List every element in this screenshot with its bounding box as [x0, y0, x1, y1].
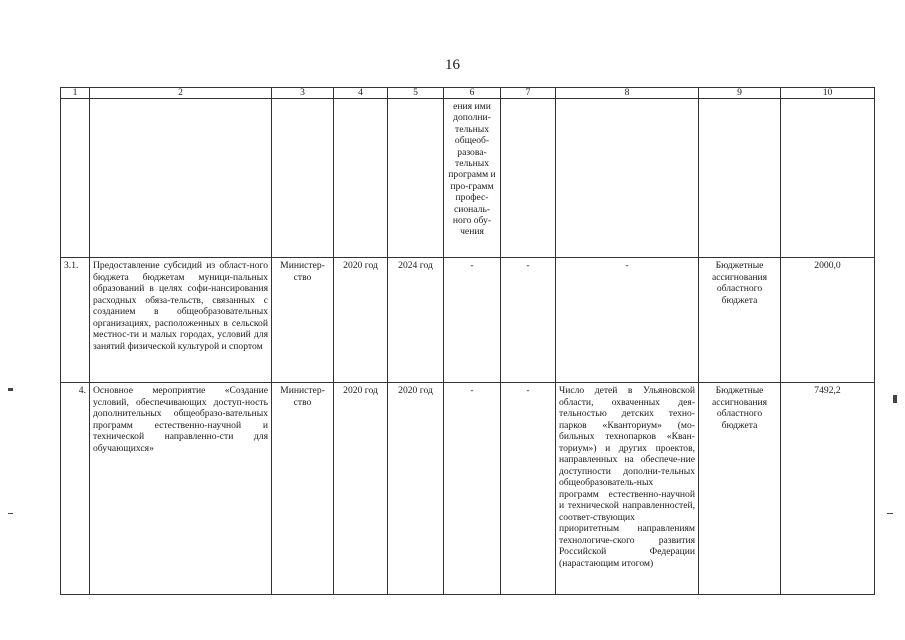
- indicator: -: [556, 258, 699, 383]
- table-cell: [501, 99, 556, 258]
- executor: Министер-ство: [272, 383, 334, 595]
- table-row: [61, 258, 875, 383]
- row-number: 3.1.: [61, 258, 90, 383]
- end-year: 2024 год: [388, 258, 444, 383]
- column-7-value: -: [501, 258, 556, 383]
- table-cell: [61, 99, 90, 258]
- end-year: 2020 год: [388, 383, 444, 595]
- column-number-4: 4: [334, 88, 388, 99]
- table-cell: [388, 99, 444, 258]
- column-number-8: 8: [556, 88, 699, 99]
- column-number-6: 6: [444, 88, 501, 99]
- table-header-row: [61, 88, 875, 99]
- column-number-1: 1: [61, 88, 90, 99]
- page-number: 16: [445, 57, 460, 73]
- column-number-2: 2: [90, 88, 272, 99]
- scan-margin-mark: [8, 513, 13, 514]
- table-cell: [334, 99, 388, 258]
- column-number-3: 3: [272, 88, 334, 99]
- table-cell: [556, 99, 699, 258]
- start-year: 2020 год: [334, 258, 388, 383]
- table-cell: [699, 99, 781, 258]
- table-row: [61, 383, 875, 595]
- column-6-value: -: [444, 258, 501, 383]
- table-cell: [781, 99, 875, 258]
- scan-margin-mark: [887, 513, 893, 514]
- column-7-value: -: [501, 383, 556, 595]
- table-cell: [272, 99, 334, 258]
- program-activities-table: [60, 87, 875, 595]
- table-cell: [90, 99, 272, 258]
- funding-amount: 2000,0: [781, 258, 875, 383]
- row-number: 4.: [61, 383, 90, 595]
- column-6-value: -: [444, 383, 501, 595]
- scan-margin-mark: [893, 395, 897, 403]
- funding-source: Бюджетные ассигнования областного бюджета: [699, 258, 781, 383]
- column-number-10: 10: [781, 88, 875, 99]
- activity-name: Предоставление субсидий из област-ного бюджета бюджетам муници-пальных образований в целях софи-нансирования расходных обяза-тельств, связанных с созданием в общеобразовательных организациях, расположенных в сельской местнос-ти и малых городах, условий для занятий физической культурой и спортом: [90, 258, 272, 383]
- scan-margin-mark: [8, 388, 13, 391]
- funding-amount: 7492,2: [781, 383, 875, 595]
- column-number-5: 5: [388, 88, 444, 99]
- activity-name: Основное мероприятие «Создание условий, обеспечивающих доступ-ность дополнительных общеобразо-вательных программ естественно-научной и технической направленно-сти для обучающихся»: [90, 383, 272, 595]
- start-year: 2020 год: [334, 383, 388, 595]
- column-number-9: 9: [699, 88, 781, 99]
- executor: Министер-ство: [272, 258, 334, 383]
- indicator: Число детей в Ульяновской области, охваченных дея-тельностью детских техно-парков «Кванториум» (мо-бильных технопарков «Кван-ториум») и других проектов, направленных на обеспече-ние доступности дополни-тельных общеобразователь-ных программ естественно-научной и технической направленностей, соответ-ствующих приоритетным направлениям технологиче-ского развития Российской Федерации (нарастающим итогом): [556, 383, 699, 595]
- continuation-text: ения ими дополни-тельных общеоб-разова-тельных программ и про-грамм профес-сиональ-ного обу-чения: [444, 99, 501, 258]
- column-number-7: 7: [501, 88, 556, 99]
- continuation-row: [61, 99, 875, 258]
- funding-source: Бюджетные ассигнования областного бюджета: [699, 383, 781, 595]
